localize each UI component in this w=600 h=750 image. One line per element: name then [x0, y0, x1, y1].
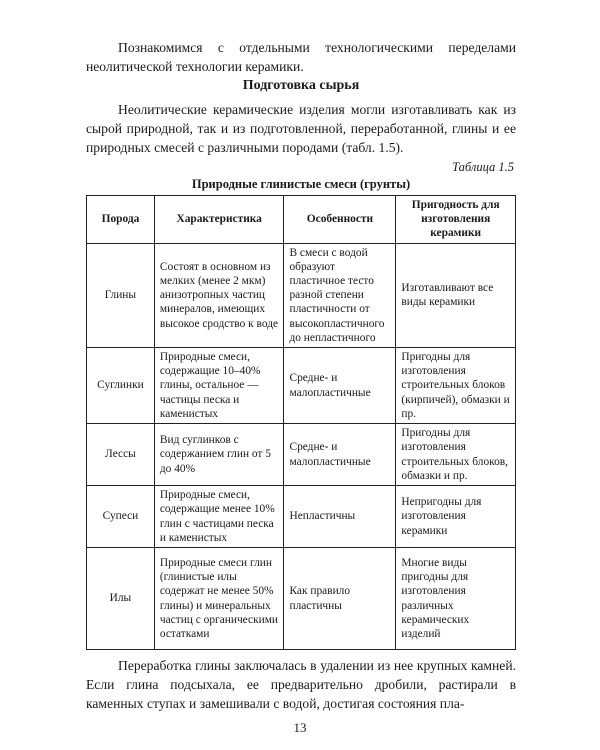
table-cell: В смеси с водой образуют пластичное тесто разной степени пластичности от высокопластичного до непластичного	[284, 243, 396, 347]
table-cell: Пригодны для изготовления строительных блоков (кирпичей), обмазки и пр.	[396, 348, 516, 424]
table-cell: Природные смеси, содержащие менее 10% глин с частицами песка и каменистых	[154, 486, 284, 548]
table-cell: Вид суглинков с содержанием глин от 5 до 40%	[154, 424, 284, 486]
table-cell: Непригодны для изготовления керамики	[396, 486, 516, 548]
table-cell: Суглинки	[87, 348, 155, 424]
table-cell: Средне- и малопластичные	[284, 424, 396, 486]
section-heading: Подготовка сырья	[242, 78, 360, 93]
column-header: Пригодность для изготовления керамики	[396, 196, 516, 244]
intro-paragraph: Познакомимся с отдельными технологическими переделами неолитической технологии керамики.	[86, 40, 516, 74]
table-cell: Глины	[87, 243, 155, 347]
table-header-row	[87, 196, 516, 244]
column-header: Порода	[87, 196, 155, 244]
table-caption: Таблица 1.5	[452, 160, 514, 174]
table-row	[87, 548, 516, 650]
table-cell: Природные смеси, содержащие 10–40% глины, остальное — частицы песка и каменистых	[154, 348, 284, 424]
table-cell: Многие виды пригодны для изготовления различных керамических изделий	[396, 548, 516, 650]
table-cell: Илы	[87, 548, 155, 650]
table-row	[87, 486, 516, 548]
page-number: 13	[293, 720, 307, 735]
table-cell: Как правило пластичны	[284, 548, 396, 650]
table-row	[87, 424, 516, 486]
table-cell: Средне- и малопластичные	[284, 348, 396, 424]
clay-mixtures-table	[86, 195, 516, 650]
table-row	[87, 348, 516, 424]
table-cell: Супеси	[87, 486, 155, 548]
table-cell: Изготавливают все виды керамики	[396, 243, 516, 347]
table-cell: Пригодны для изготовления строительных блоков, обмазки и пр.	[396, 424, 516, 486]
column-header: Характеристика	[154, 196, 284, 244]
table-cell: Лессы	[87, 424, 155, 486]
table-cell: Непластичны	[284, 486, 396, 548]
table-cell: Состоят в основном из мелких (менее 2 мкм) анизотропных частиц минералов, имеющих высокое сродство к воде	[154, 243, 284, 347]
table-row	[87, 243, 516, 347]
column-header: Особенности	[284, 196, 396, 244]
closing-paragraph: Переработка глины заключалась в удалении из нее крупных камней. Если глина подсыхала, ее предварительно дробили, растирали в каменных ступах и замешивали с водой, достигая состояния пла-	[86, 658, 516, 711]
table-title: Природные глинистые смеси (грунты)	[191, 177, 411, 191]
table-cell: Природные смеси глин (глинистые илы содержат не менее 50% глины) и минеральных частиц с органическими остатками	[154, 548, 284, 650]
body-paragraph: Неолитические керамические изделия могли изготавливать как из сырой природной, так и из подготовленной, переработанной, глины и ее природных смесей с различными породами (табл. 1.5).	[86, 102, 516, 155]
